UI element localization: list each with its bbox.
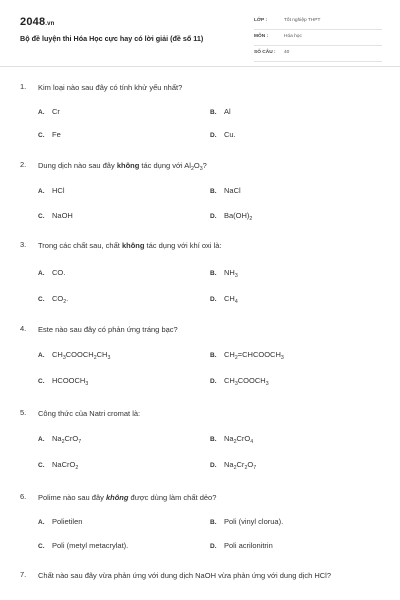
site-logo[interactable] [20,16,55,28]
option-c[interactable] [38,376,88,385]
option-text: Na [52,434,62,443]
option-text: CO [52,294,64,303]
option-text: Na [224,460,234,469]
option-letter: A. [38,519,45,526]
emphasis: không [116,161,140,170]
option-letter: A. [38,270,45,277]
meta-row-count [254,48,382,62]
option-text: COOCH [237,376,266,385]
logo-main: 2048 [20,16,46,28]
question-text [38,240,386,251]
question-text: Kim loại nào sau đây có tính khử yếu nhất? [38,83,183,92]
question-number: 6. [20,492,27,501]
meta-label: LỚP : [254,18,268,23]
subscript: 3 [280,355,284,361]
option-c[interactable] [38,294,68,303]
subscript: 3 [62,355,66,361]
option-text: HCl [52,186,65,195]
exam-meta [254,16,382,64]
option-b[interactable] [210,107,231,116]
option-c[interactable] [38,541,128,550]
question-number: 1. [20,82,27,91]
option-text: =CHCOOCH [237,350,281,359]
option-letter: C. [38,462,45,469]
option-text: Poli (vinyl clorua). [224,517,284,526]
header [0,0,400,64]
option-b[interactable] [210,434,253,443]
logo-suffix: .vn [45,21,55,27]
subscript: 2 [93,355,97,361]
option-text: Poli acrilonitrin [224,541,273,550]
question-text-part: Polime nào sau đây [38,493,106,502]
option-a[interactable] [38,434,81,443]
option-letter: C. [38,543,45,550]
meta-value: Hóa học [284,34,302,39]
option-d[interactable] [210,460,256,469]
subscript: 4 [234,299,238,305]
subscript: 7 [253,465,257,471]
option-text: Ba(OH) [224,211,250,220]
subscript: 2 [190,166,194,172]
option-text: Poli (metyl metacrylat). [52,541,129,550]
option-b[interactable] [210,268,238,277]
option-letter: B. [210,519,217,526]
option-text: COOCH [65,350,94,359]
option-letter: C. [38,296,45,303]
meta-value: Tốt nghiệp THPT [284,18,321,23]
option-text: NaCl [224,186,241,195]
question-number: 4. [20,324,27,333]
question-text: Công thức của Natri cromat là: [38,409,141,418]
subscript: 3 [234,273,238,279]
option-text: Polietilen [52,517,83,526]
option-letter: B. [210,436,217,443]
option-text: NH [224,268,235,277]
option-b[interactable] [210,517,283,526]
subscript: 3 [199,166,203,172]
option-text: Cr [236,460,245,469]
option-text-suffix: . [66,294,69,303]
subscript: 2 [63,299,67,305]
option-letter: D. [210,543,217,550]
option-a[interactable] [38,186,65,195]
option-text: Fe [52,130,61,139]
option-text: CH [224,350,235,359]
option-d[interactable] [210,130,236,139]
subscript: 2 [61,439,65,445]
option-d[interactable] [210,211,252,220]
option-letter: A. [38,188,45,195]
option-letter: A. [38,109,45,116]
subscript: 2 [75,465,79,471]
question-text [38,160,386,171]
option-d[interactable] [210,541,273,550]
meta-value: 40 [284,50,290,55]
question-text-part: tác dụng với khí oxi là: [144,241,222,250]
question-text-part: được dùng làm chất dẻo? [128,493,217,502]
subscript: 2 [249,216,253,222]
document-title: Bộ đề luyện thi Hóa Học cực hay có lời giải (đề số 11) [20,34,204,43]
option-text: CO. [52,268,66,277]
option-text: CH [96,350,108,359]
option-letter: C. [38,378,45,385]
option-text: NaOH [52,211,73,220]
option-c[interactable] [38,460,78,469]
option-letter: D. [210,132,217,139]
option-d[interactable] [210,294,238,303]
header-divider [0,66,400,67]
option-text: CH [224,376,235,385]
option-text: Cr [52,107,60,116]
option-letter: D. [210,378,217,385]
subscript: 4 [250,439,254,445]
option-letter: B. [210,188,217,195]
option-b[interactable] [210,350,284,359]
option-text: CrO [64,434,79,443]
option-letter: C. [38,132,45,139]
option-text: HCOOCH [52,376,86,385]
option-text: Cu. [224,130,236,139]
question-text-part: tác dụng với Al [139,161,191,170]
subscript: 3 [85,381,89,387]
option-letter: D. [210,213,217,220]
option-d[interactable] [210,376,269,385]
option-letter: A. [38,436,45,443]
subscript: 2 [233,465,237,471]
question-text: Chất nào sau đây vừa phản ứng với dung dịch NaOH vừa phản ứng với dung dịch HCl? [38,571,332,580]
option-a[interactable] [38,517,82,526]
question-text-part: Trong các chất sau, chất [38,241,122,250]
emphasis: không [105,493,129,502]
subscript: 2 [234,355,238,361]
option-c[interactable] [38,211,73,220]
meta-row-subject [254,32,382,46]
option-letter: A. [38,352,45,359]
option-letter: B. [210,270,217,277]
meta-label: MÔN : [254,34,269,39]
question-text: Este nào sau đây có phản ứng tráng bạc? [38,325,178,334]
emphasis: không [121,241,145,250]
option-a[interactable] [38,350,110,359]
question-number: 7. [20,570,27,579]
option-letter: C. [38,213,45,220]
meta-label: SỐ CÂU : [254,50,276,55]
question-number: 3. [20,240,27,249]
option-b[interactable] [210,186,241,195]
meta-row-grade [254,16,382,30]
question-text [38,492,386,503]
question-text-part: O [193,161,200,170]
subscript: 3 [107,355,111,361]
option-letter: B. [210,109,217,116]
option-text: Al [224,107,231,116]
option-c[interactable] [38,130,61,139]
option-letter: D. [210,462,217,469]
question-text-part: Dung dịch nào sau đây [38,161,117,170]
subscript: 2 [244,465,248,471]
option-text: CH [224,294,235,303]
option-a[interactable] [38,107,60,116]
option-text: NaCrO [52,460,76,469]
option-a[interactable] [38,268,65,277]
subscript: 3 [265,381,269,387]
question-number: 5. [20,408,27,417]
subscript: 7 [78,439,82,445]
option-letter: B. [210,352,217,359]
option-text: Na [224,434,234,443]
question-text-part: ? [202,161,207,170]
subscript: 3 [234,381,238,387]
option-letter: D. [210,296,217,303]
option-text: CH [52,350,63,359]
option-text: O [247,460,254,469]
option-text: CrO [236,434,251,443]
question-number: 2. [20,160,27,169]
subscript: 2 [233,439,237,445]
